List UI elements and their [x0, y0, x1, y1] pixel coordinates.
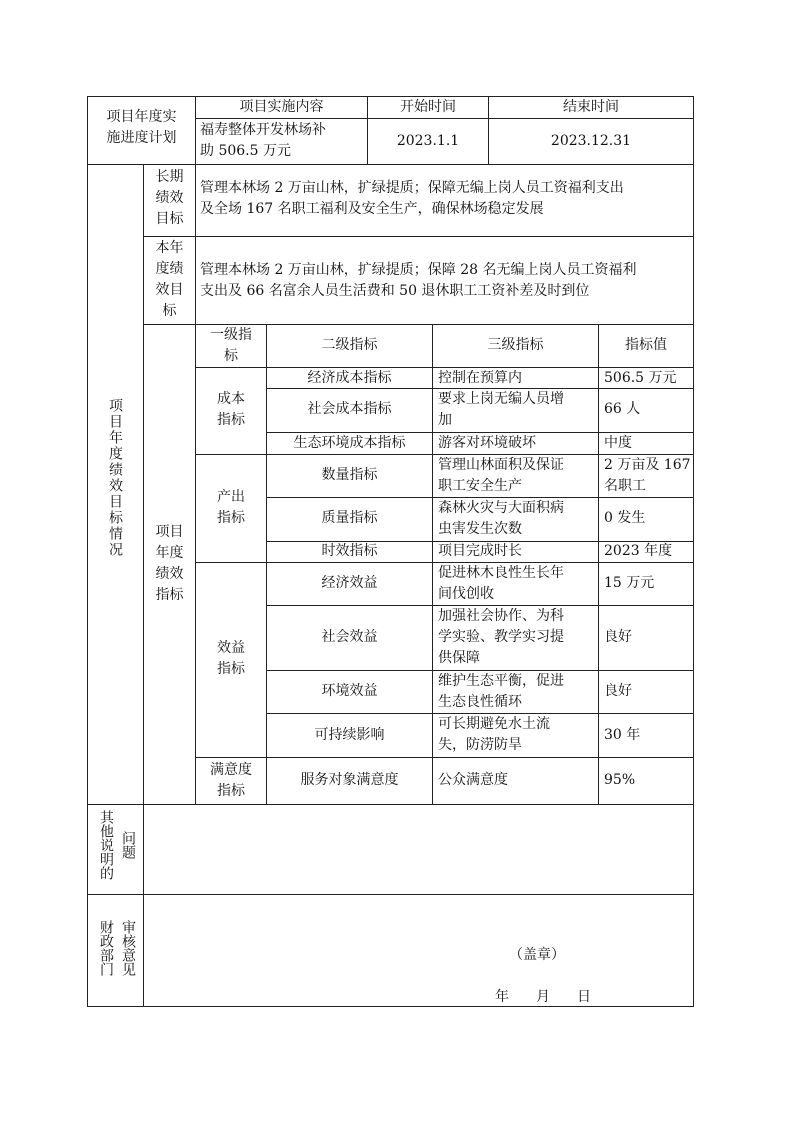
annual-text: 管理本林场 2 万亩山林，扩绿提质；保障 28 名无编上岗人员工资福利 支出及 66 名富余人员生活费和 50 退休职工工资补差及时到位 [200, 262, 637, 299]
indicator-l3: 可长期避免水土流 失，防涝防旱 [438, 716, 550, 753]
indicator-l3: 项目完成时长 [438, 543, 522, 559]
rule [87, 1006, 694, 1007]
rule [432, 324, 433, 804]
indicator-l3: 维护生态平衡，促进 生态良性循环 [438, 673, 564, 710]
plan-content: 福寿整体开发林场补 助 506.5 万元 [200, 122, 326, 159]
header-l3: 三级指标 [487, 337, 544, 353]
plan-col-content: 项目实施内容 [239, 99, 324, 115]
indicator-value: 95% [604, 772, 636, 788]
rule [195, 164, 196, 804]
indicator-value: 2 万亩及 167 名职工 [604, 457, 691, 494]
other-label-a: 其他说明的 [98, 810, 114, 880]
rule [598, 324, 599, 804]
rule [87, 804, 694, 805]
perf-section-label: 项目年度绩效目标情况 [107, 398, 123, 558]
indicator-l2: 社会成本指标 [307, 401, 392, 417]
date-year: 年 [495, 989, 509, 1005]
indicator-l2: 时效指标 [321, 543, 378, 559]
indicator-l3: 游客对环境破坏 [438, 435, 536, 451]
indicator-l2: 环境效益 [321, 683, 378, 699]
long-term-text: 管理本林场 2 万亩山林，扩绿提质；保障无编上岗人员工资福利支出 及全场 167 名职工福利及安全生产，确保林场稳定发展 [200, 180, 624, 217]
indicator-l2: 经济效益 [321, 575, 378, 591]
indicator-value: 66 人 [604, 401, 641, 417]
long-term-label: 长期 绩效 目标 [155, 169, 184, 227]
other-label-b: 问题 [120, 831, 136, 859]
indicator-l2: 数量指标 [321, 467, 378, 483]
cost-label: 成本 指标 [217, 391, 245, 428]
header-l2: 二级指标 [321, 337, 378, 353]
indicator-l3: 要求上岗无编人员增 加 [438, 391, 564, 428]
indicator-value: 良好 [604, 629, 632, 645]
plan-col-end: 结束时间 [563, 99, 619, 115]
header-l1: 一级指 标 [210, 327, 252, 364]
rule [693, 96, 694, 1007]
indicator-value: 506.5 万元 [604, 370, 677, 386]
indicator-l3: 森林火灾与大面积病 虫害发生次数 [438, 500, 564, 537]
rule [143, 236, 694, 237]
output-label: 产出 指标 [217, 489, 245, 526]
indicator-value: 中度 [604, 435, 632, 451]
finance-label-a: 财政部门 [98, 920, 114, 976]
plan-start: 2023.1.1 [396, 133, 460, 149]
rule [87, 164, 694, 165]
indicator-l3: 公众满意度 [438, 772, 508, 788]
indicator-l2: 生态环境成本指标 [293, 435, 406, 451]
date-day: 日 [577, 989, 591, 1005]
indicator-value: 15 万元 [604, 575, 655, 591]
indicator-l2: 质量指标 [321, 510, 378, 526]
rule [87, 96, 88, 1007]
plan-end: 2023.12.31 [550, 133, 632, 149]
indicator-l2: 经济成本指标 [307, 370, 392, 386]
rule [195, 757, 694, 758]
indicator-l3: 促进林木良性生长年 间伐创收 [438, 565, 564, 602]
indicator-value: 2023 年度 [604, 543, 673, 559]
seal-text: （盖章） [509, 947, 565, 963]
indicator-value: 良好 [604, 683, 632, 699]
benefit-label: 效益 指标 [217, 640, 245, 677]
indicator-value: 30 年 [604, 727, 641, 743]
date-month: 月 [536, 989, 550, 1005]
annual-label: 本年 度绩 效目 标 [155, 240, 184, 319]
indicator-value: 0 发生 [604, 510, 646, 526]
header-value: 指标值 [625, 337, 667, 353]
indicators-label: 项目 年度 绩效 指标 [155, 524, 184, 603]
satisfaction-label: 满意度 指标 [210, 762, 252, 799]
indicator-l2: 可持续影响 [314, 727, 385, 743]
indicator-l2: 服务对象满意度 [300, 772, 399, 788]
indicator-l3: 加强社会协作、为科 学实验、教学实习提 供保障 [438, 608, 564, 666]
indicator-l3: 管理山林面积及保证 职工安全生产 [438, 457, 564, 494]
plan-col-start: 开始时间 [400, 99, 456, 115]
indicator-l3: 控制在预算内 [438, 370, 522, 386]
finance-label-b: 审核意见 [120, 920, 136, 976]
rule [195, 118, 694, 119]
rule [87, 894, 694, 895]
plan-label: 项目年度实 施进度计划 [106, 109, 177, 146]
indicator-l2: 社会效益 [321, 629, 378, 645]
